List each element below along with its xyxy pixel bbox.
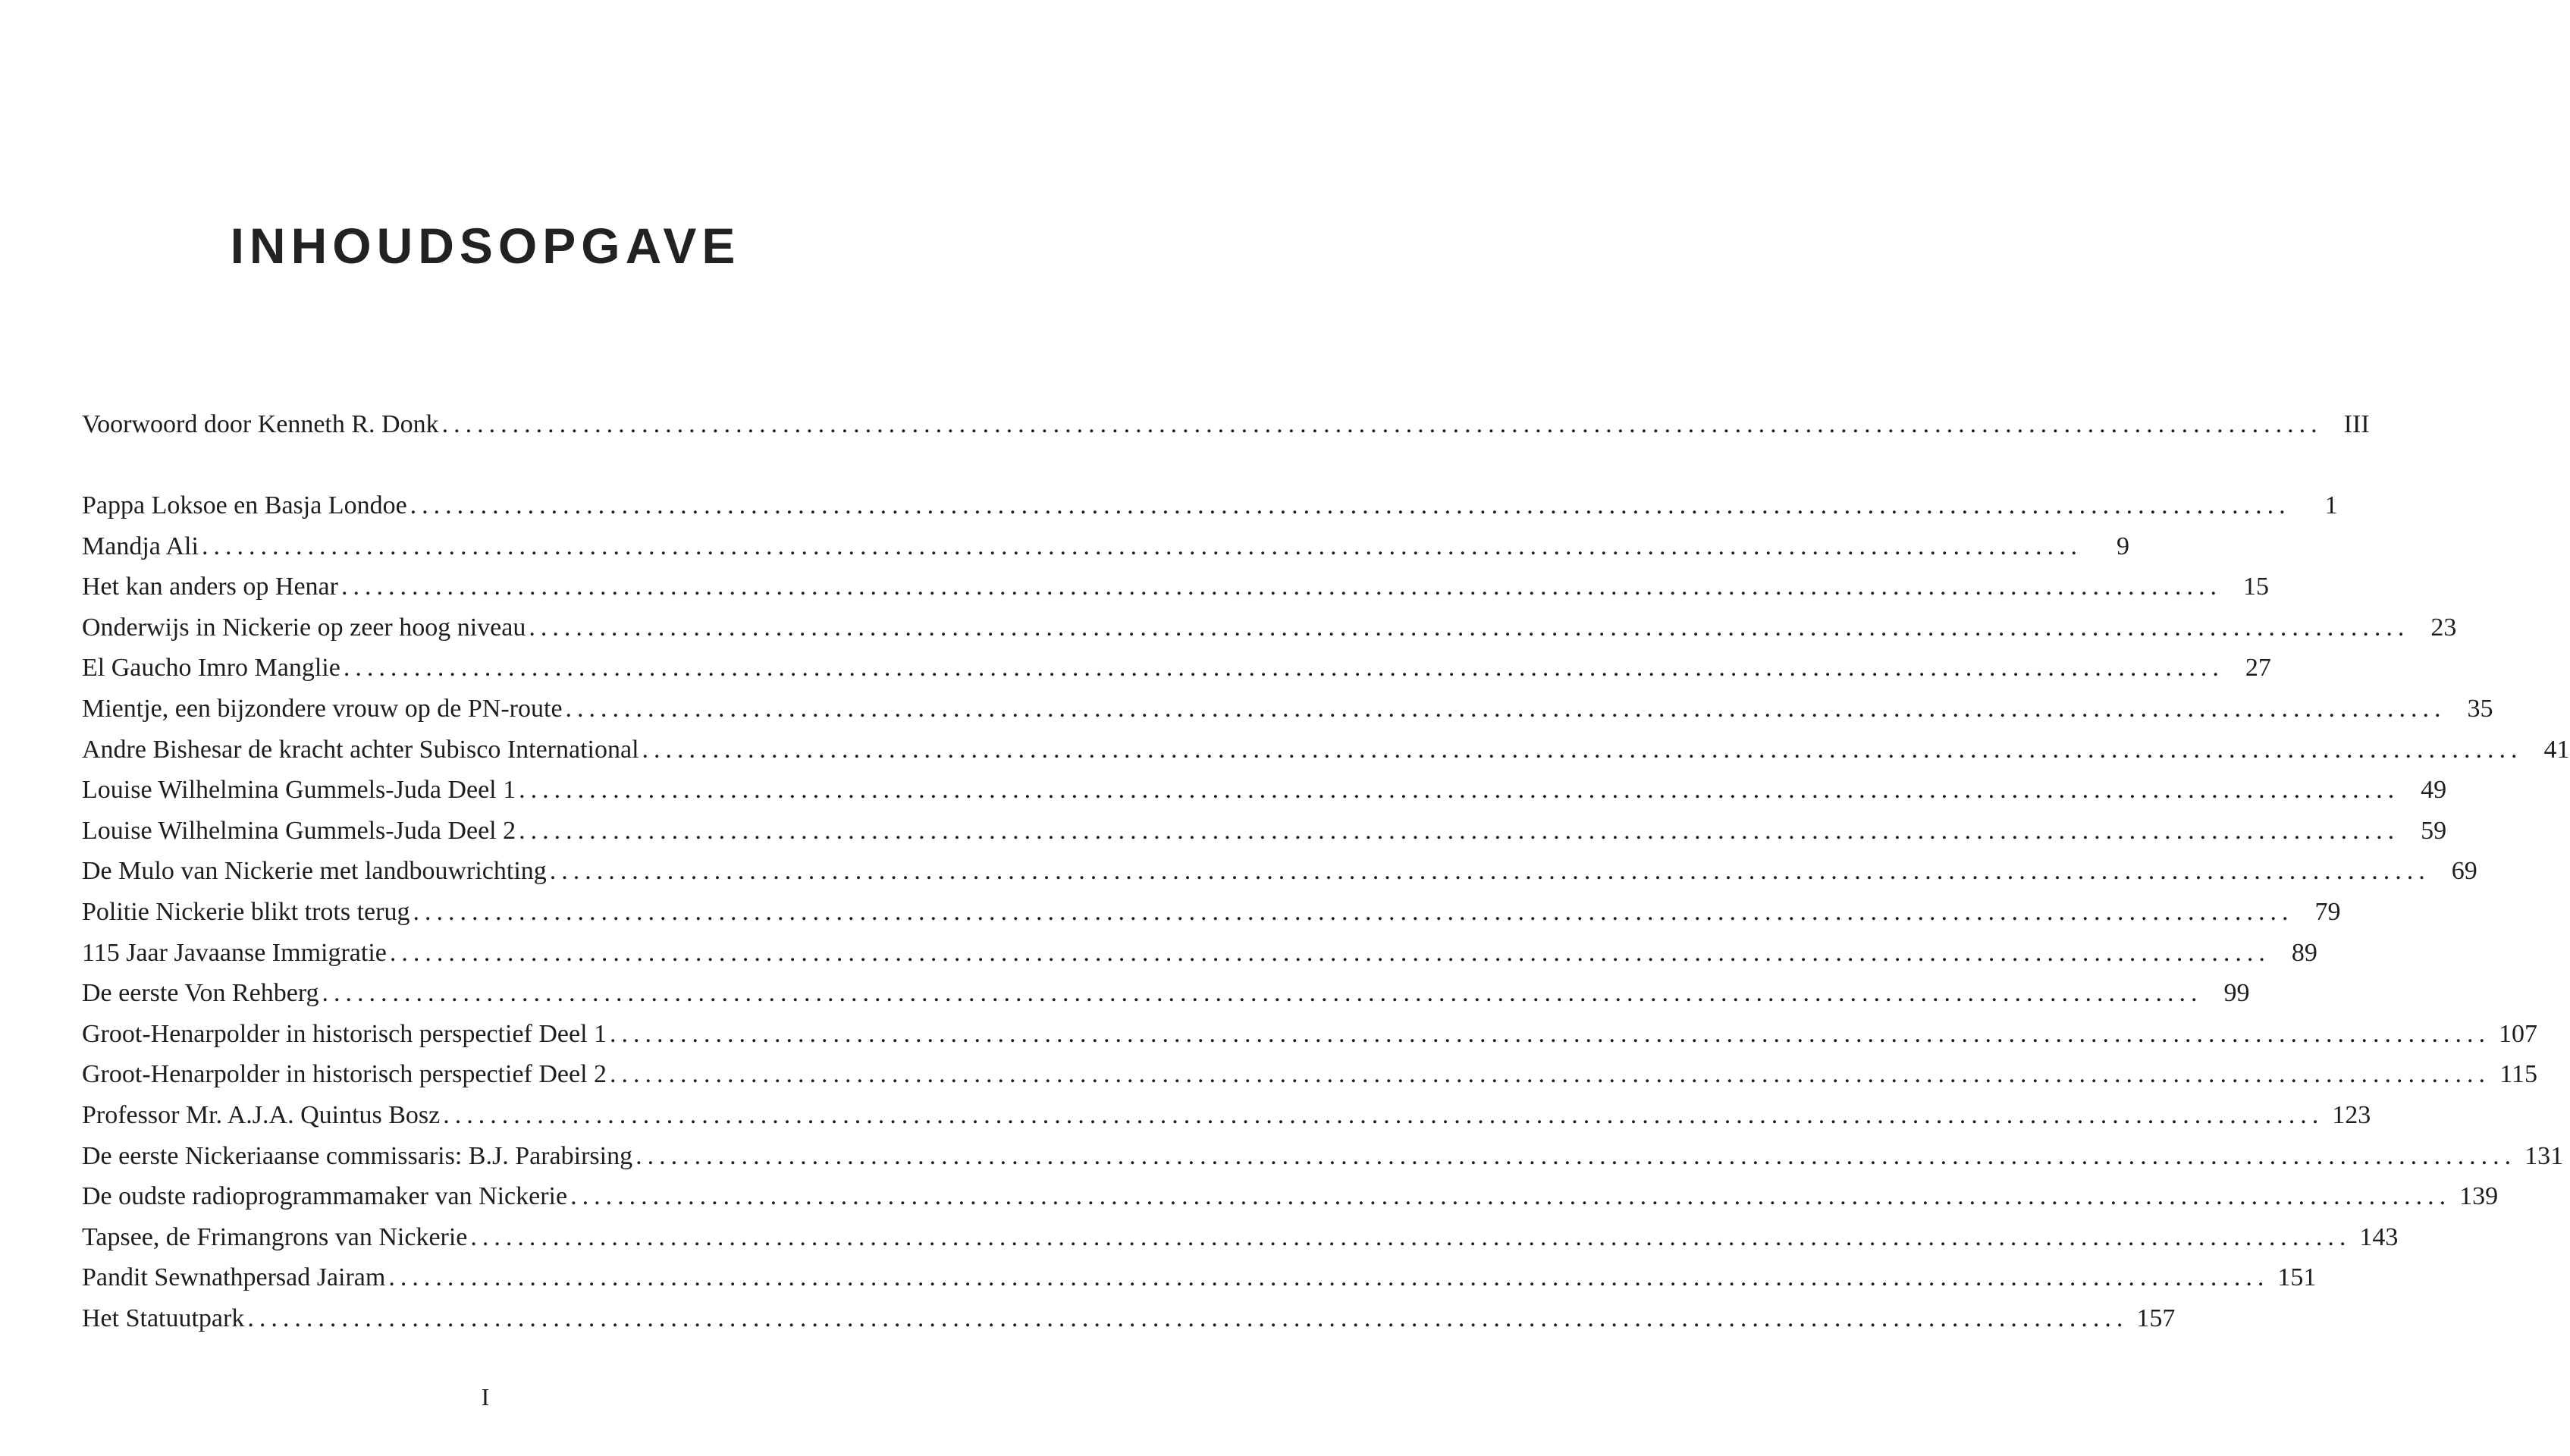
toc-entry-title: Groot-Henarpolder in historisch perspectief Deel 2	[82, 1060, 607, 1089]
toc-entry-title: Voorwoord door Kenneth R. Donk	[82, 410, 439, 438]
toc-entry-title: Louise Wilhelmina Gummels-Juda Deel 2	[82, 816, 516, 845]
dot-leader: ................................................................................................................................................................	[519, 776, 2400, 805]
toc-entry-title: Pappa Loksoe en Basja Londoe	[82, 491, 407, 519]
dot-leader: ................................................................................................................................................................	[635, 1141, 2517, 1170]
toc-entry-page: 99	[2223, 979, 2250, 1008]
dot-leader: ................................................................................................................................................................	[388, 1263, 2270, 1292]
dot-leader: ................................................................................................................................................................	[529, 613, 2410, 642]
toc-entry	[82, 1298, 2176, 1339]
toc-entry	[82, 526, 2129, 567]
toc-entry-page: 79	[2314, 897, 2341, 926]
toc-entry-title: Mandja Ali	[82, 532, 199, 560]
toc-entry-title: 115 Jaar Javaanse Immigratie	[82, 938, 387, 967]
toc-entry-title: Het Statuutpark	[82, 1304, 245, 1332]
toc-entry	[82, 730, 2570, 770]
dot-leader: ................................................................................................................................................................	[443, 1100, 2324, 1129]
toc-entry-title: Onderwijs in Nickerie op zeer hoog niveau	[82, 613, 526, 642]
toc-entry-page: 139	[2459, 1182, 2499, 1211]
toc-entry-page: 15	[2242, 573, 2269, 601]
toc-entry-page: 107	[2499, 1019, 2538, 1048]
toc-entry-page: 23	[2430, 613, 2457, 642]
dot-leader: ................................................................................................................................................................	[610, 1060, 2491, 1089]
toc-entry-page: 1	[2324, 491, 2338, 519]
dot-leader: ................................................................................................................................................................	[610, 1019, 2491, 1048]
toc-entry	[82, 1257, 2317, 1298]
page-number: I	[481, 1383, 490, 1410]
dot-leader: ................................................................................................................................................................	[247, 1304, 2129, 1332]
toc-entry-page: 123	[2332, 1100, 2371, 1129]
toc-entry-page: 143	[2359, 1222, 2399, 1251]
dot-leader: ................................................................................................................................................................	[343, 654, 2224, 682]
toc-entry	[82, 973, 2250, 1014]
toc-entry	[82, 689, 2493, 730]
toc-entry-title: Louise Wilhelmina Gummels-Juda Deel 1	[82, 776, 516, 805]
toc-entry	[82, 1136, 2564, 1177]
dot-leader: ................................................................................................................................................................	[470, 1222, 2352, 1251]
toc-entry-title: Pandit Sewnathpersad Jairam	[82, 1263, 386, 1292]
dot-leader: ................................................................................................................................................................	[410, 491, 2291, 519]
dot-leader: ................................................................................................................................................................	[642, 735, 2523, 764]
toc-entry-page: 49	[2421, 776, 2447, 805]
toc-entry-title: Het kan anders op Henar	[82, 573, 338, 601]
toc-entry-title: El Gaucho Imro Manglie	[82, 654, 340, 682]
toc-entry-page: 9	[2116, 532, 2129, 560]
toc-foreword	[82, 404, 2370, 445]
toc-entry-title: Politie Nickerie blikt trots terug	[82, 897, 410, 926]
toc-entry-page: III	[2343, 410, 2370, 438]
toc-entry	[82, 607, 2457, 648]
table-of-contents	[82, 485, 2570, 1338]
dot-leader: ................................................................................................................................................................	[570, 1182, 2452, 1211]
toc-entry	[82, 851, 2477, 892]
toc-entry	[82, 1054, 2538, 1095]
toc-entry	[82, 1217, 2399, 1258]
toc-entry-title: Andre Bishesar de kracht achter Subisco International	[82, 735, 639, 764]
toc-entry	[82, 1176, 2499, 1217]
toc-entry-page: 35	[2467, 694, 2493, 723]
toc-entry	[82, 811, 2447, 852]
toc-entry-page: 157	[2136, 1304, 2176, 1332]
toc-entry-page: 27	[2245, 654, 2271, 682]
toc-entry-page: 59	[2421, 816, 2447, 845]
toc-entry-title: Groot-Henarpolder in historisch perspectief Deel 1	[82, 1019, 607, 1048]
toc-entry	[82, 1095, 2371, 1136]
toc-entry	[82, 1014, 2538, 1055]
toc-entry-title: De Mulo van Nickerie met landbouwrichting	[82, 857, 547, 886]
toc-entry-page: 89	[2291, 938, 2317, 967]
toc-entry-title: De oudste radioprogrammamaker van Nickerie	[82, 1182, 568, 1211]
toc-entry	[82, 892, 2341, 933]
page-title: INHOUDSOPGAVE	[230, 218, 741, 275]
toc-entry-title: De eerste Von Rehberg	[82, 979, 319, 1008]
toc-entry-page: 69	[2451, 857, 2477, 886]
toc-entry-page: 131	[2524, 1141, 2564, 1170]
dot-leader: ................................................................................................................................................................	[565, 694, 2446, 723]
toc-entry-page: 151	[2277, 1263, 2317, 1292]
toc-entry	[82, 648, 2271, 689]
dot-leader: ................................................................................................................................................................	[389, 938, 2270, 967]
toc-entry-title: Mientje, een bijzondere vrouw op de PN-route	[82, 694, 563, 723]
toc-entry	[82, 566, 2269, 607]
toc-entry-page: 115	[2499, 1060, 2538, 1089]
dot-leader: ................................................................................................................................................................	[340, 573, 2222, 601]
toc-entry	[82, 770, 2447, 811]
toc-entry-page: 41	[2543, 735, 2570, 764]
dot-leader: ................................................................................................................................................................	[201, 532, 2082, 560]
toc-entry-title: De eerste Nickeriaanse commissaris: B.J. Parabirsing	[82, 1141, 633, 1170]
toc-entry-title: Professor Mr. A.J.A. Quintus Bosz	[82, 1100, 441, 1129]
dot-leader: ................................................................................................................................................................	[413, 897, 2294, 926]
dot-leader: ................................................................................................................................................................	[549, 857, 2430, 886]
toc-entry-foreword	[82, 404, 2370, 445]
dot-leader: ................................................................................................................................................................	[322, 979, 2203, 1008]
toc-entry	[82, 485, 2338, 526]
toc-entry	[82, 933, 2317, 974]
dot-leader: ................................................................................................................................................................	[519, 816, 2400, 845]
dot-leader: ................................................................................................................................................................	[441, 410, 2323, 438]
toc-entry-title: Tapsee, de Frimangrons van Nickerie	[82, 1222, 468, 1251]
